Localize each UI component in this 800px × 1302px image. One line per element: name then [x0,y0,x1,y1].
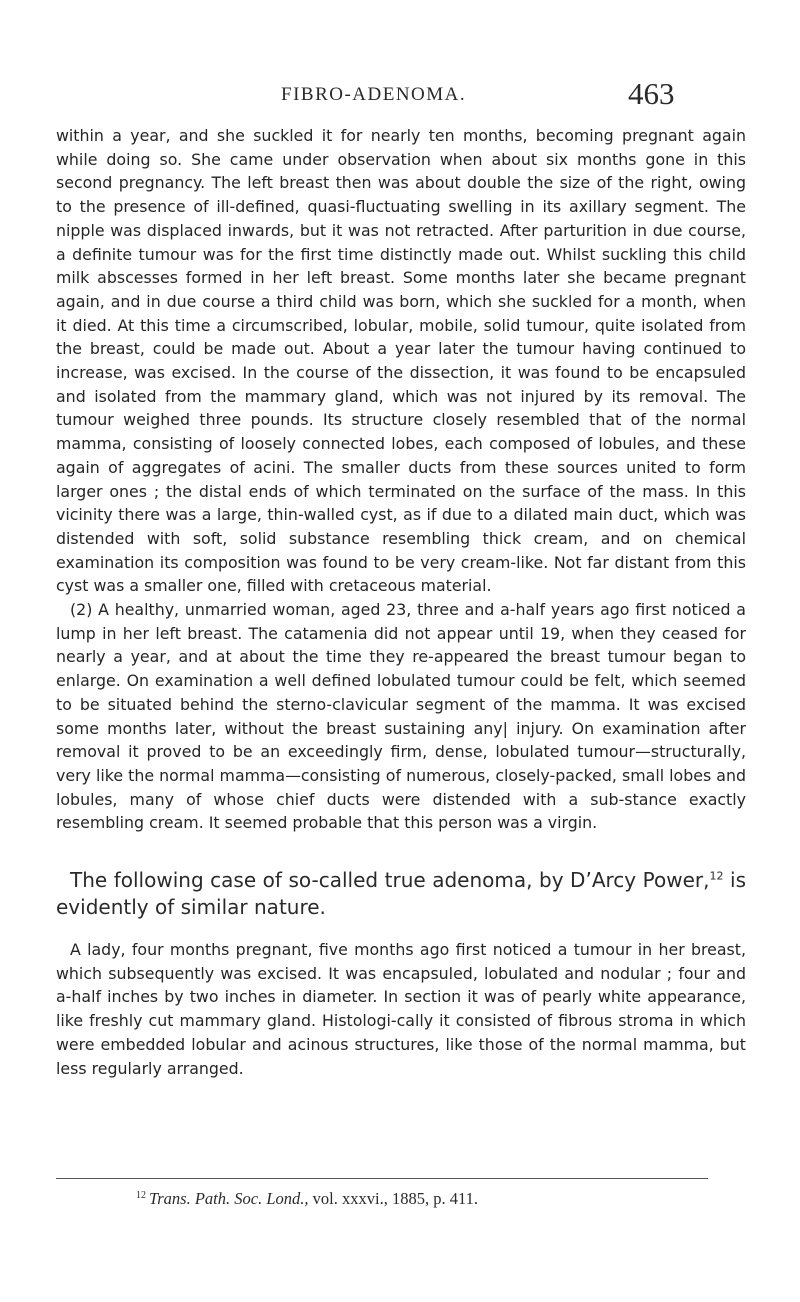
footnote-reference: 12 [709,869,724,883]
paragraph-adenoma-case: A lady, four months pregnant, five months ago first noticed a tumour in her breast, which subsequently was excised. It was encapsuled, lobulated and nodular ; four and a-half inches by two inches in diameter. In section it was of pearly white appearance, like freshly cut mammary gland. Histologi-cally it consisted of fibrous stroma in which were embedded lobular and acinous structures, like those of the normal mamma, but less regularly arranged. [56,940,746,1078]
paragraph-case-1-continued: within a year, and she suckled it for nearly ten months, becoming pregnant again while doing so. She came under observation when about six months gone in this second pregnancy. The left breast then was about double the size of the right, owing to the presence of ill-defined, quasi-fluctuating swelling in its axillary segment. The nipple was displaced inwards, but it was not retracted. After parturition in due course, a definite tumour was for the first time distinctly made out. Whilst suckling this child milk abscesses formed in her left breast. Some months later she became pregnant again, and in due course a third child was born, which she suckled for a month, when it died. At this time a circumscribed, lobular, mobile, solid tumour, quite isolated from the breast, could be made out. About a year later the tumour having continued to increase, was excised. In the course of the dissection, it was found to be encapsuled and isolated from the mammary gland, which was not injured by its removal. The tumour weighed three pounds. Its structure closely resembled that of the normal mamma, consisting of loosely connected lobes, each composed of lobules, and these again of aggregates of acini. The smaller ducts from these sources united to form larger ones ; the distal ends of which terminated on the surface of the mass. In this vicinity there was a large, thin-walled cyst, as if due to a dilated main duct, which was distended with soft, solid substance resembling thick cream, and on chemical examination its composition was found to be very cream-like. Not far distant from this cyst was a smaller one, filled with cretaceous material. [56,126,746,596]
paragraph-case-2: (2) A healthy, unmarried woman, aged 23, three and a-half years ago first noticed a lump in her left breast. The catamenia did not appear until 19, when they ceased for nearly a year, and at about the time they re-appeared the breast tumour began to enlarge. On examination a well defined lobulated tumour could be felt, which seemed to be situated behind the sterno-clavicular segment of the mamma. It was excised some months later, without the breast sustaining any| injury. On examination after removal it proved to be an exceedingly firm, dense, lobulated tumour—structurally, very like the normal mamma—consisting of numerous, closely-packed, small lobes and lobules, many of whose chief ducts were distended with a sub-stance exactly resembling cream. It seemed probable that this person was a virgin. [56,600,746,833]
footnote [136,1189,478,1209]
lead-paragraph [56,867,746,921]
lead-text-after: is evidently of similar nature. [56,868,746,919]
body-text [56,124,746,835]
lead-text-before: The following case of so-called true adenoma, by D’Arcy Power, [70,868,710,892]
footnote-citation: vol. xxxvi., 1885, p. 411. [308,1189,478,1208]
running-title: FIBRO-ADENOMA. [281,84,467,105]
page-number: 463 [628,76,675,111]
footnote-divider [56,1178,708,1179]
footnote-journal: Trans. Path. Soc. Lond., [149,1189,309,1208]
footnote-marker: 12 [136,1189,146,1201]
